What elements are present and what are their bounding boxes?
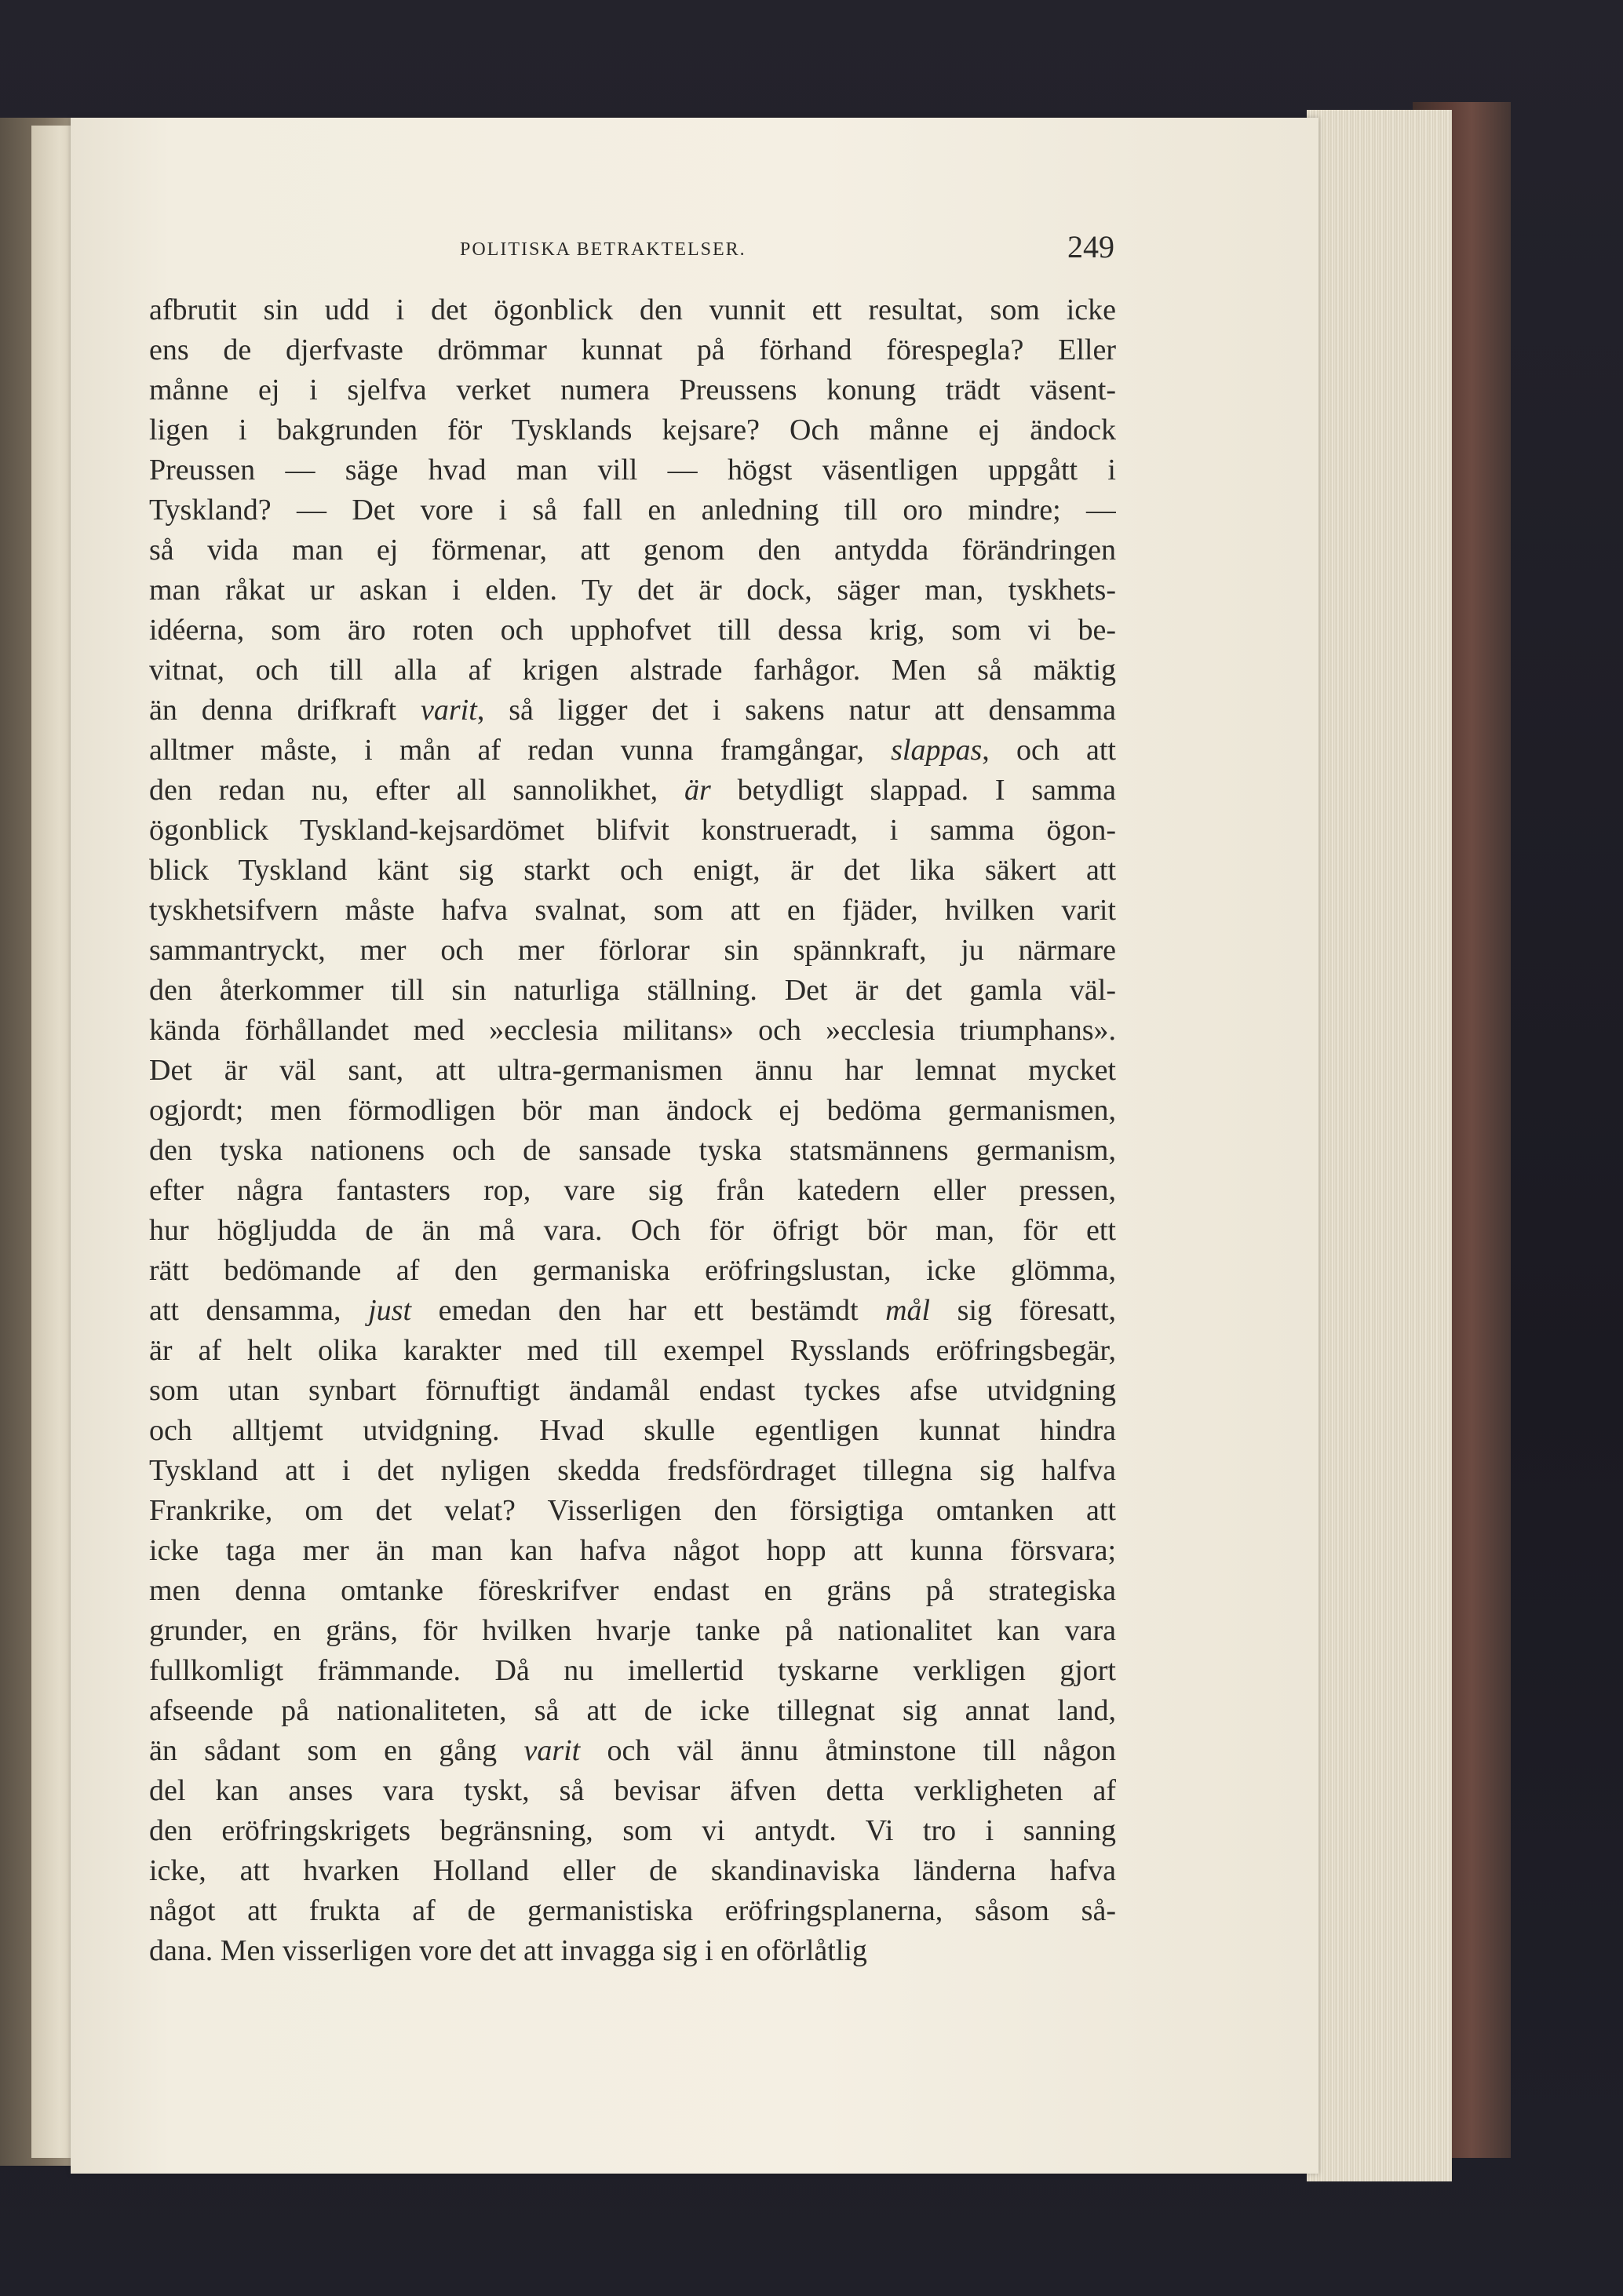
text-line: den återkommer till sin naturliga ställning. Det är det gamla väl- bbox=[149, 974, 1116, 1007]
emphasis-text: är bbox=[684, 774, 711, 807]
text-line: Tyskland? — Det vore i så fall en anledning till oro mindre; — bbox=[149, 494, 1116, 527]
text-line: den tyska nationens och de sansade tyska statsmännens germanism, bbox=[149, 1134, 1116, 1167]
text-line: icke, att hvarken Holland eller de skandinaviska länderna hafva bbox=[149, 1854, 1116, 1887]
page-edges-stack bbox=[1307, 110, 1452, 2181]
text-line: än denna drifkraft varit, så ligger det i sakens natur att densamma bbox=[149, 694, 1116, 727]
text-line: månne ej i sjelfva verket numera Preussens konung trädt väsent- bbox=[149, 374, 1116, 406]
text-line: efter några fantasters rop, vare sig från katedern eller pressen, bbox=[149, 1174, 1116, 1207]
text-line: alltmer måste, i mån af redan vunna framgångar, slappas, och att bbox=[149, 734, 1116, 767]
text-line: idéerna, som äro roten och upphofvet till dessa krig, som vi be- bbox=[149, 614, 1116, 647]
text-line: rätt bedömande af den germaniska eröfringslustan, icke glömma, bbox=[149, 1254, 1116, 1287]
text-line: vitnat, och till alla af krigen alstrade farhågor. Men så mäktig bbox=[149, 654, 1116, 687]
text-line: Frankrike, om det velat? Visserligen den försigtiga omtanken att bbox=[149, 1494, 1116, 1527]
emphasis-text: varit bbox=[523, 1734, 581, 1767]
text-line: man råkat ur askan i elden. Ty det är dock, säger man, tyskhets- bbox=[149, 574, 1116, 607]
text-line: Preussen — säge hvad man vill — högst väsentligen uppgått i bbox=[149, 454, 1116, 487]
text-line: men denna omtanke föreskrifver endast en gräns på strategiska bbox=[149, 1574, 1116, 1607]
text-line: hur högljudda de än må vara. Och för öfrigt bör man, för ett bbox=[149, 1214, 1116, 1247]
text-line: något att frukta af de germanistiska eröfringsplanerna, såsom så- bbox=[149, 1894, 1116, 1927]
text-line: sammantryckt, mer och mer förlorar sin spännkraft, ju närmare bbox=[149, 934, 1116, 967]
page-number: 249 bbox=[1067, 229, 1114, 264]
body-text bbox=[149, 290, 1116, 2111]
text-line: ögonblick Tyskland-kejsardömet blifvit konstrueradt, i samma ögon- bbox=[149, 814, 1116, 847]
text-line: del kan anses vara tyskt, så bevisar äfven detta verkligheten af bbox=[149, 1774, 1116, 1807]
text-line: Det är väl sant, att ultra-germanismen ännu har lemnat mycket bbox=[149, 1054, 1116, 1087]
text-line: ens de djerfvaste drömmar kunnat på förhand förespegla? Eller bbox=[149, 333, 1116, 366]
text-line: att densamma, just emedan den har ett bestämdt mål sig föresatt, bbox=[149, 1294, 1116, 1327]
emphasis-text: slappas bbox=[891, 734, 983, 767]
text-line: blick Tyskland känt sig starkt och enigt, är det lika säkert att bbox=[149, 854, 1116, 887]
running-head: POLITISKA BETRAKTELSER. bbox=[460, 239, 746, 260]
text-line: icke taga mer än man kan hafva något hopp att kunna försvara; bbox=[149, 1534, 1116, 1567]
text-line: den eröfringskrigets begränsning, som vi antydt. Vi tro i sanning bbox=[149, 1814, 1116, 1847]
text-line: afbrutit sin udd i det ögonblick den vunnit ett resultat, som icke bbox=[149, 293, 1116, 326]
text-line: är af helt olika karakter med till exempel Rysslands eröfringsbegär, bbox=[149, 1334, 1116, 1367]
emphasis-text: mål bbox=[885, 1294, 931, 1327]
text-line: än sådant som en gång varit och väl ännu åtminstone till någon bbox=[149, 1734, 1116, 1767]
text-line: så vida man ej förmenar, att genom den antydda förändringen bbox=[149, 534, 1116, 567]
text-line: ligen i bakgrunden för Tysklands kejsare? Och månne ej ändock bbox=[149, 414, 1116, 446]
emphasis-text: varit bbox=[421, 694, 477, 727]
text-line: och alltjemt utvidgning. Hvad skulle egentligen kunnat hindra bbox=[149, 1414, 1116, 1447]
text-line: den redan nu, efter all sannolikhet, är betydligt slappad. I samma bbox=[149, 774, 1116, 807]
text-line: tyskhetsifvern måste hafva svalnat, som att en fjäder, hvilken varit bbox=[149, 894, 1116, 927]
text-line: afseende på nationaliteten, så att de icke tillegnat sig annat land, bbox=[149, 1694, 1116, 1727]
text-line: Tyskland att i det nyligen skedda fredsfördraget tillegna sig halfva bbox=[149, 1454, 1116, 1487]
text-line: fullkomligt främmande. Då nu imellertid tyskarne verkligen gjort bbox=[149, 1654, 1116, 1687]
emphasis-text: just bbox=[368, 1294, 412, 1327]
text-line: som utan synbart förnuftigt ändamål endast tyckes afse utvidgning bbox=[149, 1374, 1116, 1407]
text-line: dana. Men visserligen vore det att invagga sig i en oförlåtlig bbox=[149, 1934, 867, 1967]
text-line: grunder, en gräns, för hvilken hvarje tanke på nationalitet kan vara bbox=[149, 1614, 1116, 1647]
text-line: ogjordt; men förmodligen bör man ändock ej bedöma germanismen, bbox=[149, 1094, 1116, 1127]
text-line: kända förhållandet med »ecclesia militans» och »ecclesia triumphans». bbox=[149, 1014, 1116, 1047]
